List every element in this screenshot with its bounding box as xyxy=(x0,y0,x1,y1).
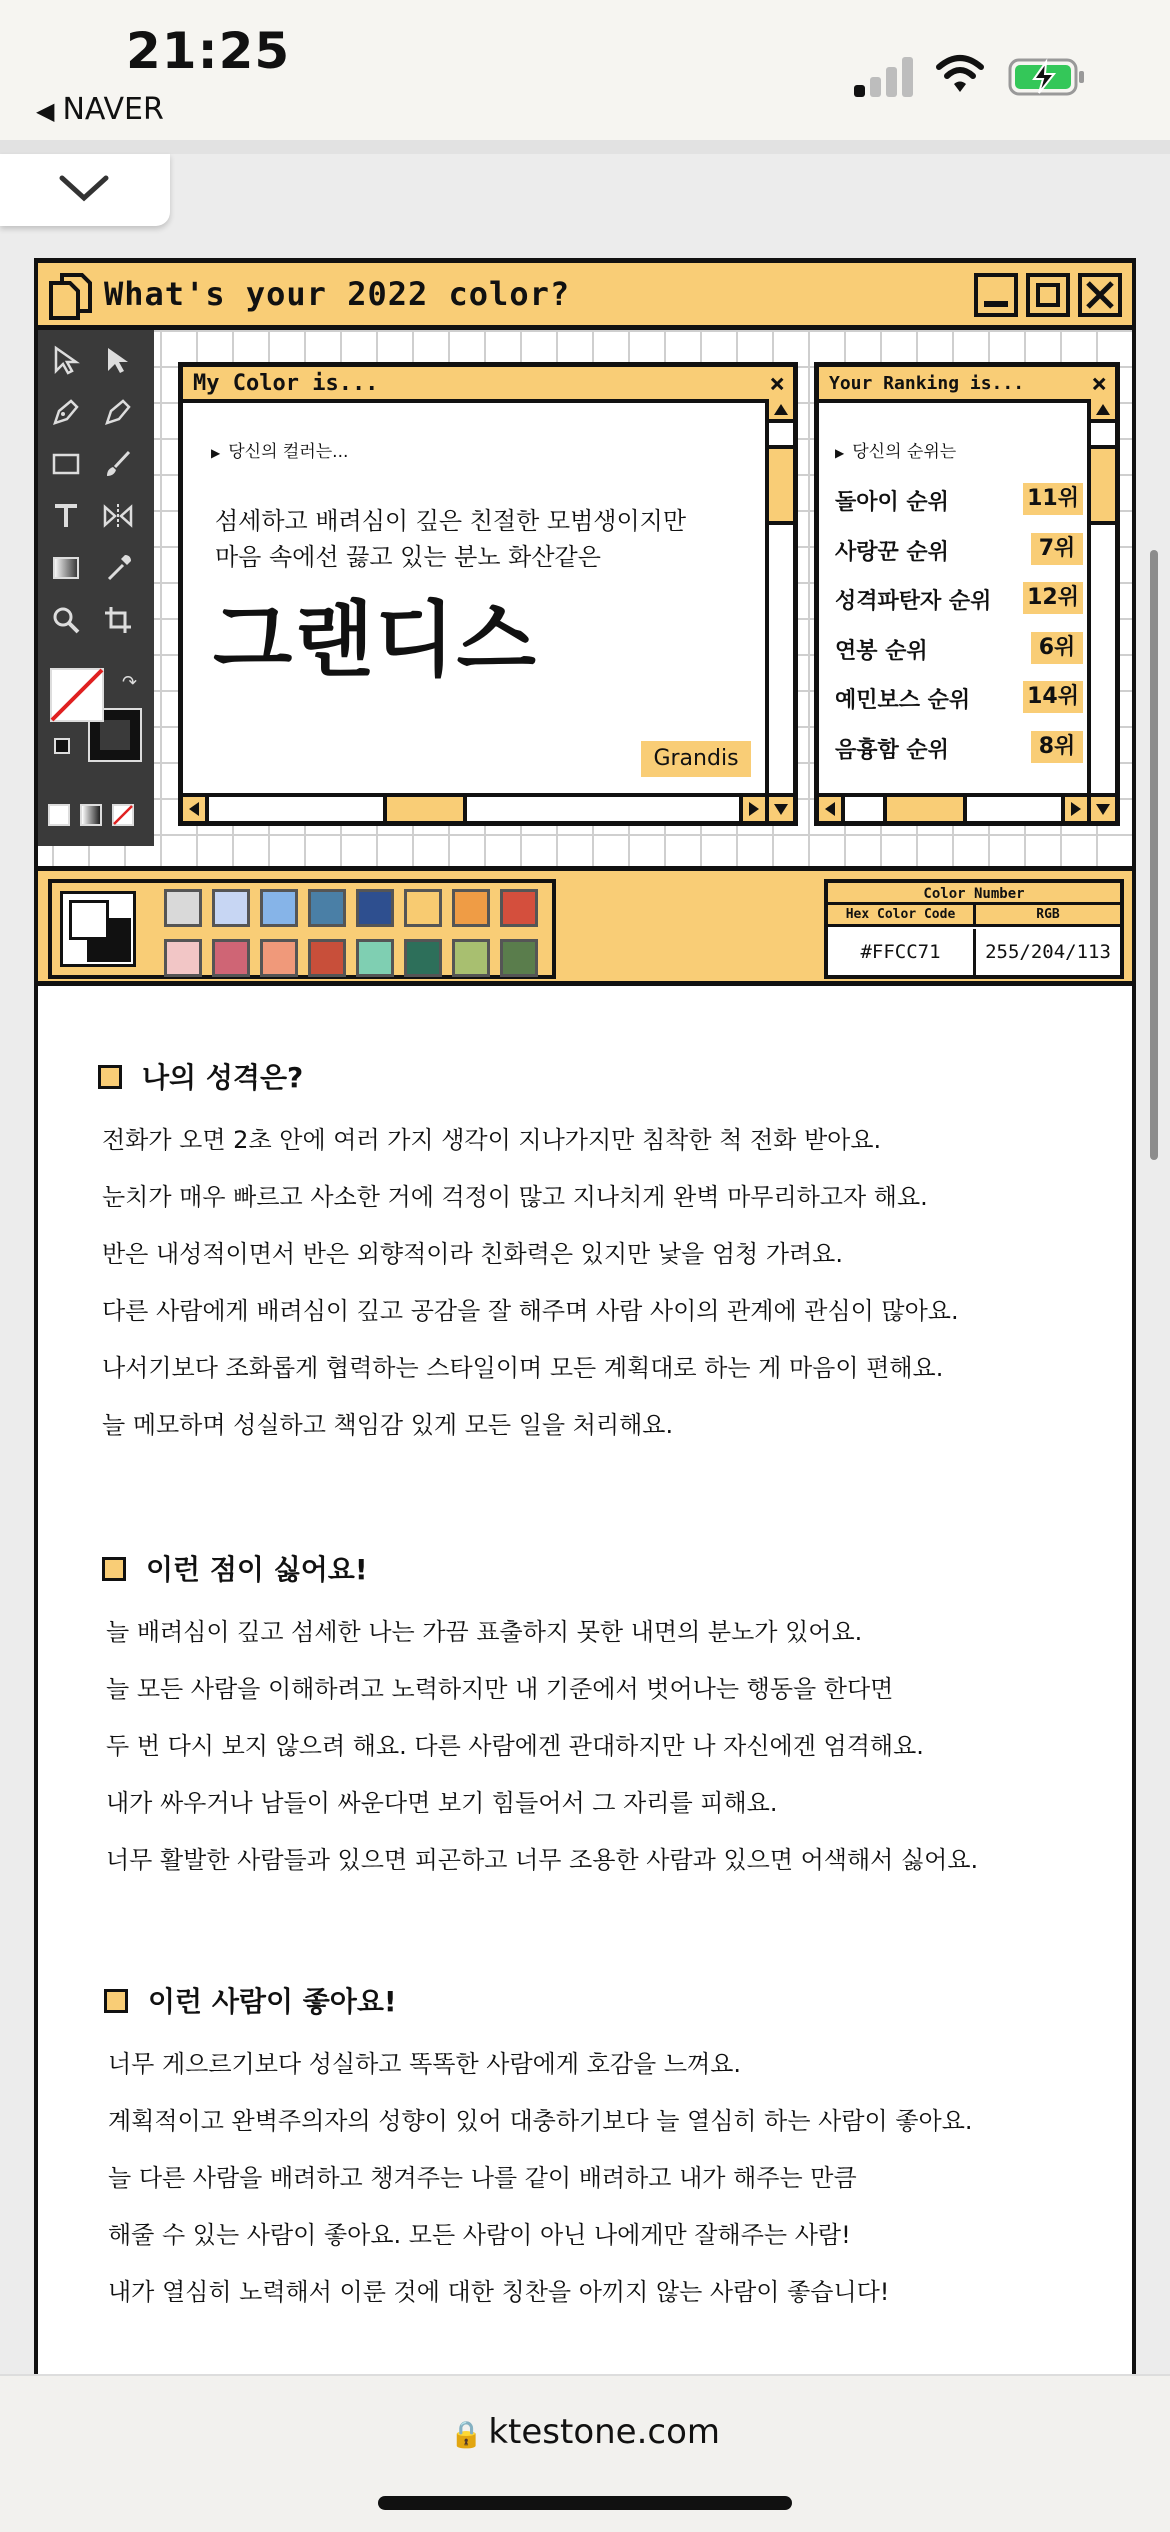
url-text: ktestone.com xyxy=(488,2412,721,2452)
color-swatch[interactable] xyxy=(164,939,202,977)
color-name-badge: Grandis xyxy=(641,741,751,777)
crop-tool[interactable] xyxy=(98,600,138,640)
window-titlebar xyxy=(38,258,1132,330)
back-triangle-icon: ◀ xyxy=(36,97,55,125)
direct-select-tool[interactable] xyxy=(98,340,138,380)
maximize-icon xyxy=(1036,283,1060,307)
description-line: 너무 게으르기보다 성실하고 똑똑한 사람에게 호감을 느껴요. xyxy=(108,2050,742,2078)
color-swatch[interactable] xyxy=(404,889,442,927)
horizontal-scrollbar[interactable] xyxy=(819,793,1115,821)
ranking-label: 연봉 순위 xyxy=(835,638,928,664)
ranking-panel-title: Your Ranking is... xyxy=(829,373,1025,394)
ranking-value-badge: 14위 xyxy=(1023,681,1083,713)
triangle-down-icon xyxy=(769,797,793,821)
back-to-app-link[interactable] xyxy=(36,92,164,127)
color-swatch[interactable] xyxy=(356,939,394,977)
browser-bottom-bar xyxy=(0,2374,1170,2532)
description-line: 반은 내성적이면서 반은 외향적이라 친화력은 있지만 낯을 엄청 가려요. xyxy=(102,1240,843,1268)
color-number-box xyxy=(824,879,1124,979)
description-line: 늘 메모하며 성실하고 책임감 있게 모든 일을 처리해요. xyxy=(102,1411,674,1439)
crop-icon xyxy=(103,605,133,635)
default-colors-icon[interactable] xyxy=(54,738,70,754)
description-line: 해줄 수 있는 사람이 좋아요. 모든 사람이 아닌 나에게만 잘해주는 사람! xyxy=(108,2221,851,2249)
ranking-row xyxy=(835,582,1083,616)
type-icon xyxy=(51,501,81,531)
window-title: What's your 2022 color? xyxy=(104,275,571,313)
gradient-mode-button[interactable] xyxy=(80,804,102,826)
color-swatch[interactable] xyxy=(452,939,490,977)
description-line: 전화가 오면 2초 안에 여러 가지 생각이 지나가지만 침착한 척 전화 받아요. xyxy=(102,1126,882,1154)
pen-plus-icon xyxy=(103,397,133,427)
section-heading-likes: 이런 사람이 좋아요! xyxy=(104,1980,397,2020)
ranking-row xyxy=(835,731,1083,765)
status-bar xyxy=(0,0,1170,140)
triangle-right-icon xyxy=(1065,797,1087,821)
tool-palette xyxy=(38,330,154,846)
status-time: 21:25 xyxy=(126,22,291,80)
color-swatch[interactable] xyxy=(404,939,442,977)
color-name-korean: 그랜디스 xyxy=(213,593,538,688)
section-body-dislikes xyxy=(106,1604,978,1889)
home-indicator xyxy=(378,2496,792,2510)
magnifier-icon xyxy=(51,605,81,635)
color-swatch[interactable] xyxy=(308,889,346,927)
description-line: 두 번 다시 보지 않으려 해요. 다른 사람에겐 관대하지만 나 자신에겐 엄격해요. xyxy=(106,1732,924,1760)
type-tool[interactable] xyxy=(46,496,86,536)
canvas-workspace xyxy=(38,330,1132,866)
scroll-thumb[interactable] xyxy=(1091,445,1115,525)
gradient-tool[interactable] xyxy=(46,548,86,588)
minimize-icon xyxy=(984,301,1008,307)
reflect-tool[interactable] xyxy=(98,496,138,536)
ranking-lead: ▶ 당신의 순위는 xyxy=(835,442,957,462)
color-swatch[interactable] xyxy=(164,889,202,927)
collapse-toggle-button[interactable] xyxy=(0,154,170,226)
reflect-icon xyxy=(102,501,134,531)
description-line: 다른 사람에게 배려심이 깊고 공감을 잘 해주며 사람 사이의 관계에 관심이 많아요. xyxy=(102,1297,959,1325)
description-line: 나서기보다 조화롭게 협력하는 스타일이며 모든 계획대로 하는 게 마음이 편해요. xyxy=(102,1354,944,1382)
eyedropper-tool[interactable] xyxy=(98,548,138,588)
wifi-icon xyxy=(935,52,985,96)
page-scroll-indicator[interactable] xyxy=(1150,550,1158,1160)
ranking-label: 성격파탄자 순위 xyxy=(835,589,992,614)
minimize-button[interactable] xyxy=(974,273,1018,317)
maximize-button[interactable] xyxy=(1026,273,1070,317)
ranking-panel xyxy=(814,362,1120,826)
rgb-label: RGB xyxy=(976,905,1120,927)
my-color-panel-title: My Color is... xyxy=(193,371,379,396)
pen-icon xyxy=(51,397,81,427)
color-swatch[interactable] xyxy=(212,939,250,977)
description-line: 늘 모든 사람을 이해하려고 노력하지만 내 기준에서 벗어나는 행동을 한다면 xyxy=(106,1675,894,1703)
result-card xyxy=(34,258,1136,2378)
lock-icon: 🔒 xyxy=(449,2420,483,2450)
vertical-scrollbar[interactable] xyxy=(1087,399,1115,793)
description-line: 계획적이고 완벽주의자의 성향이 있어 대충하기보다 늘 열심히 하는 사람이 좋아요. xyxy=(108,2107,973,2135)
triangle-up-icon xyxy=(769,399,793,419)
swap-arrow-icon[interactable]: ↷ xyxy=(122,672,138,693)
hex-label: Hex Color Code xyxy=(828,905,976,927)
color-swatch[interactable] xyxy=(356,889,394,927)
ranking-value-badge: 11위 xyxy=(1023,483,1083,515)
foreground-color-square xyxy=(69,900,109,940)
arrow-icon xyxy=(104,345,132,375)
color-swatch[interactable] xyxy=(308,939,346,977)
zoom-tool[interactable] xyxy=(46,600,86,640)
hex-value: #FFCC71 xyxy=(828,929,976,975)
scroll-left-arrow[interactable] xyxy=(819,797,845,821)
chevron-down-icon xyxy=(58,172,110,206)
my-color-panel-titlebar xyxy=(183,367,793,403)
my-color-panel xyxy=(178,362,798,826)
triangle-left-icon xyxy=(819,797,841,821)
select-tool[interactable] xyxy=(46,340,86,380)
ranking-value-badge: 12위 xyxy=(1023,582,1083,614)
rectangle-icon xyxy=(51,452,81,476)
ranking-label: 돌아이 순위 xyxy=(835,490,949,515)
color-swatch[interactable] xyxy=(500,889,538,927)
panel-close-icon[interactable]: × xyxy=(769,369,785,399)
battery-charging-icon xyxy=(1008,58,1086,96)
close-button[interactable] xyxy=(1078,273,1122,317)
fill-stroke-swatch[interactable] xyxy=(50,668,142,764)
swatch-palette-bar xyxy=(38,866,1132,986)
description-line: 내가 싸우거나 남들이 싸운다면 보기 힘들어서 그 자리를 피해요. xyxy=(106,1789,778,1817)
section-body-personality xyxy=(102,1112,959,1454)
scroll-right-arrow[interactable] xyxy=(1061,797,1087,821)
brush-tool[interactable] xyxy=(98,444,138,484)
bullet-triangle-icon: ▶ xyxy=(211,446,221,460)
current-color-well[interactable] xyxy=(60,891,136,967)
section-heading-dislikes: 이런 점이 싫어요! xyxy=(102,1548,368,1588)
scroll-thumb-horizontal[interactable] xyxy=(883,797,967,821)
color-number-header: Color Number xyxy=(828,883,1120,905)
description-line: 늘 배려심이 깊고 섬세한 나는 가끔 표출하지 못한 내면의 분노가 있어요. xyxy=(106,1618,863,1646)
bullet-triangle-icon: ▶ xyxy=(835,446,845,460)
documents-icon xyxy=(48,271,92,321)
color-swatch[interactable] xyxy=(452,889,490,927)
color-mode-button[interactable] xyxy=(48,804,70,826)
description-line: 늘 다른 사람을 배려하고 챙겨주는 나를 같이 배려하고 내가 해주는 만큼 xyxy=(108,2164,857,2192)
close-icon xyxy=(1082,277,1118,313)
rectangle-tool[interactable] xyxy=(46,444,86,484)
ranking-row xyxy=(835,632,1083,666)
color-swatch[interactable] xyxy=(212,889,250,927)
description-line: 내가 열심히 노력해서 이룬 것에 대한 칭찬을 아끼지 않는 사람이 좋습니다! xyxy=(108,2278,890,2306)
scroll-down-arrow[interactable] xyxy=(1087,797,1115,821)
square-bullet-icon xyxy=(104,1989,128,2013)
brush-icon xyxy=(103,449,133,479)
fill-none-swatch xyxy=(50,668,104,722)
ranking-value-badge: 6위 xyxy=(1031,632,1083,664)
triangle-down-icon xyxy=(1091,797,1115,821)
color-swatch[interactable] xyxy=(500,939,538,977)
scroll-down-arrow[interactable] xyxy=(765,797,793,821)
cellular-signal-icon xyxy=(854,55,914,97)
square-bullet-icon xyxy=(102,1557,126,1581)
description-line: 너무 활발한 사람들과 있으면 피곤하고 너무 조용한 사람과 있으면 어색해서 싫어요. xyxy=(106,1846,979,1874)
scroll-up-arrow[interactable] xyxy=(769,399,793,423)
address-bar[interactable] xyxy=(0,2412,1170,2452)
eyedropper-icon xyxy=(103,553,133,583)
panel-close-icon[interactable]: × xyxy=(1091,369,1107,399)
ranking-value-badge: 8위 xyxy=(1031,731,1083,763)
gradient-icon xyxy=(51,555,81,581)
color-lead: ▶ 당신의 컬러는... xyxy=(211,442,349,462)
ranking-panel-titlebar xyxy=(819,367,1115,403)
ranking-row xyxy=(835,533,1083,567)
ranking-row xyxy=(835,681,1083,715)
color-description-line-2: 마음 속에선 끓고 있는 분노 화산같은 xyxy=(215,543,601,571)
scroll-left-arrow[interactable] xyxy=(183,797,209,821)
horizontal-scrollbar[interactable] xyxy=(183,793,793,821)
swatch-tray xyxy=(48,879,556,979)
arrow-outline-icon xyxy=(52,345,80,375)
description-line: 눈치가 매우 빠르고 사소한 거에 걱정이 많고 지나치게 완벽 마무리하고자 해요. xyxy=(102,1183,928,1211)
none-mode-button[interactable] xyxy=(112,804,134,826)
ranking-label: 사랑꾼 순위 xyxy=(835,539,949,565)
color-swatch[interactable] xyxy=(260,889,298,927)
triangle-right-icon xyxy=(743,797,765,821)
square-bullet-icon xyxy=(98,1065,122,1089)
curvature-tool[interactable] xyxy=(98,392,138,432)
pen-tool[interactable] xyxy=(46,392,86,432)
section-body-likes xyxy=(108,2036,973,2321)
scroll-thumb[interactable] xyxy=(769,445,793,525)
color-description-line-1: 섬세하고 배려심이 깊은 친절한 모범생이지만 xyxy=(215,507,687,535)
triangle-up-icon xyxy=(1091,399,1115,419)
ranking-row xyxy=(835,483,1083,517)
ranking-value-badge: 7위 xyxy=(1031,533,1083,565)
triangle-left-icon xyxy=(183,797,205,821)
ranking-label: 음흉함 순위 xyxy=(835,737,949,763)
scroll-right-arrow[interactable] xyxy=(739,797,765,821)
scroll-thumb-horizontal[interactable] xyxy=(383,797,467,821)
divider xyxy=(0,140,1170,154)
ranking-label: 예민보스 순위 xyxy=(835,688,971,713)
scroll-up-arrow[interactable] xyxy=(1091,399,1115,423)
section-heading-personality: 나의 성격은? xyxy=(98,1056,303,1096)
color-swatch[interactable] xyxy=(260,939,298,977)
back-app-label: NAVER xyxy=(62,92,164,127)
rgb-value: 255/204/113 xyxy=(985,941,1111,963)
vertical-scrollbar[interactable] xyxy=(765,399,793,793)
